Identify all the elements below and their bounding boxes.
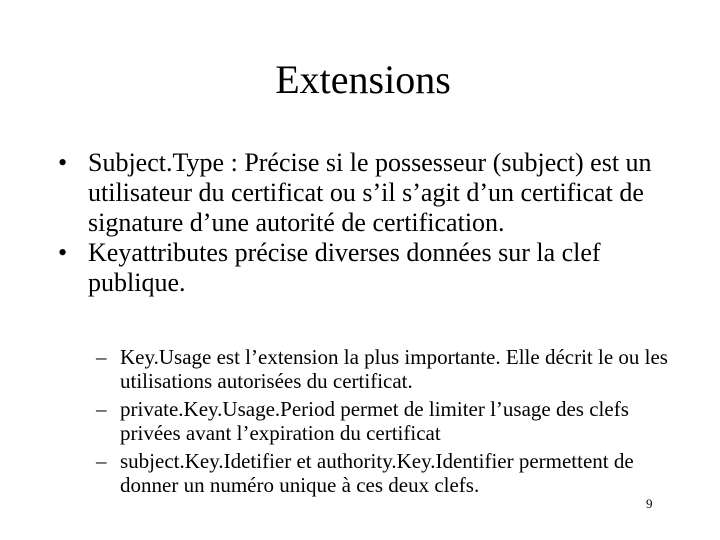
bullet-item-subject-type <box>58 148 658 238</box>
dash-marker: – <box>96 397 107 421</box>
sub-bullet-text: Key.Usage est l’extension la plus importante. Elle décrit le ou les utilisations autorisées du certificat. <box>120 345 668 393</box>
sub-bullet-key-usage <box>96 345 676 393</box>
sub-bullet-list <box>96 345 676 501</box>
dash-marker: – <box>96 449 107 473</box>
bullet-list <box>58 148 658 298</box>
page-number: 9 <box>646 496 653 511</box>
bullet-marker: • <box>58 148 68 177</box>
sub-bullet-text: private.Key.Usage.Period permet de limiter l’usage des clefs privées avant l’expiration du certificat <box>120 397 629 445</box>
bullet-item-keyattributes <box>58 238 658 298</box>
bullet-text: Keyattributes précise diverses données sur la clef publique. <box>88 238 601 297</box>
sub-bullet-text: subject.Key.Idetifier et authority.Key.Identifier permettent de donner un numéro unique à ces deux clefs. <box>120 449 634 497</box>
sub-bullet-private-key-usage-period <box>96 397 676 445</box>
bullet-text: Subject.Type : Précise si le possesseur (subject) est un utilisateur du certificat ou s’il s’agit d’un certificat de signature d’une autorité de certification. <box>88 148 652 237</box>
slide-title: Extensions <box>275 57 451 102</box>
bullet-marker: • <box>58 238 68 267</box>
sub-bullet-key-identifiers <box>96 449 676 497</box>
dash-marker: – <box>96 345 107 369</box>
